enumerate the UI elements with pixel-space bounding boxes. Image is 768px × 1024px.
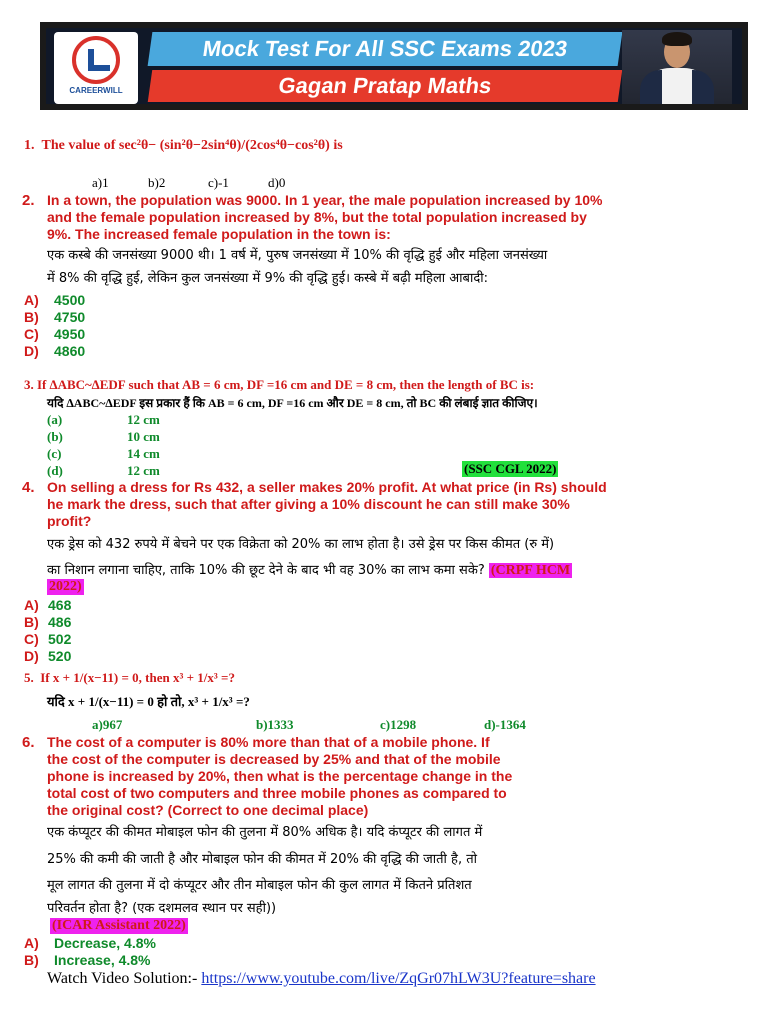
q5-options [92, 717, 526, 733]
q2-en-line: In a town, the population was 9000. In 1 year, the male population increased by 10% [47, 192, 603, 208]
q2-option: A) 4500 [24, 292, 86, 308]
banner-title: Mock Test For All SSC Exams 2023 [148, 32, 623, 66]
q5-question-hindi: यदि x + 1/(x−11) = 0 हो तो, x³ + 1/x³ =? [47, 694, 250, 709]
q3-option: (b) 10 cm [47, 429, 160, 444]
q3-question: 3. If ∆ABC~∆EDF such that AB = 6 cm, DF =16 cm and DE = 8 cm, then the length of BC is: [24, 377, 535, 392]
q1-option: b)2 [148, 175, 166, 190]
q6-en-line: the original cost? (Correct to one decimal place) [47, 802, 369, 818]
q3-option: (d) 12 cm [47, 463, 160, 478]
q1-option: a)1 [92, 175, 109, 190]
q6-en-line: total cost of two computers and three mobile phones as compared to [47, 785, 507, 801]
q5-option: d)-1364 [484, 717, 526, 732]
q6-hi-line: 25% की कमी की जाती है और मोबाइल फोन की कीमत में 20% की वृद्धि की जाती है, तो [47, 852, 477, 867]
q4-option: C) 502 [24, 631, 72, 647]
q2-option: B) 4750 [24, 309, 86, 325]
careerwill-logo: CAREERWILL [54, 32, 138, 104]
header-banner [40, 22, 748, 110]
q6-en-line: The cost of a computer is 80% more than that of a mobile phone. If [47, 734, 490, 750]
q2-option: C) 4950 [24, 326, 86, 342]
q5-option: a)967 [92, 717, 123, 732]
q3-question-hindi: यदि ∆ABC~∆EDF इस प्रकार हैं कि AB = 6 cm, DF =16 cm और DE = 8 cm, तो BC की लंबाई ज्ञात कीजिए। [47, 396, 538, 410]
banner-subtitle: Gagan Pratap Maths [148, 70, 622, 102]
q3-option: (a) 12 cm [47, 412, 160, 427]
q2-hi-line: एक कस्बे की जनसंख्या 9000 थी। 1 वर्ष में, पुरुष जनसंख्या में 10% की वृद्धि हुई और महिला जनसंख्या [47, 248, 548, 263]
q2-en-line: 9%. The increased female population in the town is: [47, 226, 391, 242]
q6-en-line: phone is increased by 20%, then what is the percentage change in the [47, 768, 513, 784]
q6-option: B) Increase, 4.8% [24, 952, 151, 968]
q2-en-line: and the female population increased by 8%, but the total population increased by [47, 209, 587, 225]
q6-exam-tag: (ICAR Assistant 2022) [52, 918, 186, 933]
q4-en-line: profit? [47, 513, 92, 529]
q4-option: D) 520 [24, 648, 72, 664]
q2-option: D) 4860 [24, 343, 86, 359]
q6-hi-line: परिवर्तन होता है? (एक दशमलव स्थान पर सही)) [47, 901, 277, 916]
q4-en-line: he mark the dress, such that after giving a 10% discount he can still make 30% [47, 496, 570, 512]
video-solution [47, 970, 596, 988]
q6-hi-line: एक कंप्यूटर की कीमत मोबाइल फोन की तुलना में 80% अधिक है। यदि कंप्यूटर की लागत में [47, 825, 483, 840]
q1-option: d)0 [268, 175, 286, 190]
q2-number: 2. [22, 192, 35, 209]
q3-exam-tag: (SSC CGL 2022) [464, 461, 557, 476]
presenter-photo [622, 30, 732, 104]
q4-hi-line: एक ड्रेस को 432 रुपये में बेचने पर एक विक्रेता को 20% का लाभ होता है। उसे ड्रेस पर किस कीमत (रु में) [47, 537, 555, 552]
q3-option: (c) 14 cm [47, 446, 160, 461]
q4-hi-line: का निशान लगाना चाहिए, ताकि 10% की छूट देने के बाद भी वह 30% का लाभ कमा सके? (CRPF HCM [47, 563, 571, 578]
q5-option: c)1298 [380, 717, 417, 732]
q5-question: 5. If x + 1/(x−11) = 0, then x³ + 1/x³ =? [24, 670, 235, 685]
q4-option: A) 468 [24, 597, 72, 613]
q6-option: A) Decrease, 4.8% [24, 935, 156, 951]
q4-exam-tag: (CRPF HCM [490, 563, 571, 578]
video-solution-link[interactable]: https://www.youtube.com/live/ZqGr07hLW3U?feature=share [201, 970, 596, 987]
q1-option: c)-1 [208, 175, 229, 190]
q4-exam-tag-cont: 2022) [49, 579, 82, 594]
q4-option: B) 486 [24, 614, 72, 630]
q5-option: b)1333 [256, 717, 294, 732]
q6-hi-line: मूल लागत की तुलना में दो कंप्यूटर और तीन मोबाइल फोन की कुल लागत में कितने प्रतिशत [47, 878, 472, 893]
video-solution-label: Watch Video Solution:- [47, 970, 198, 987]
q6-number: 6. [22, 734, 35, 751]
q2-hi-line: में 8% की वृद्धि हुई, लेकिन कुल जनसंख्या में 9% की वृद्धि हुई। कस्बे में बढ़ी महिला आबादी: [47, 271, 488, 286]
q6-en-line: the cost of the computer is decreased by 25% and that of the mobile [47, 751, 501, 767]
q1-options [92, 175, 285, 191]
q4-en-line: On selling a dress for Rs 432, a seller makes 20% profit. At what price (in Rs) should [47, 479, 607, 495]
q1-question: 1. The value of sec²θ− (sin²θ−2sin⁴θ)/(2cos⁴θ−cos²θ) is [24, 138, 343, 153]
q4-number: 4. [22, 479, 35, 496]
